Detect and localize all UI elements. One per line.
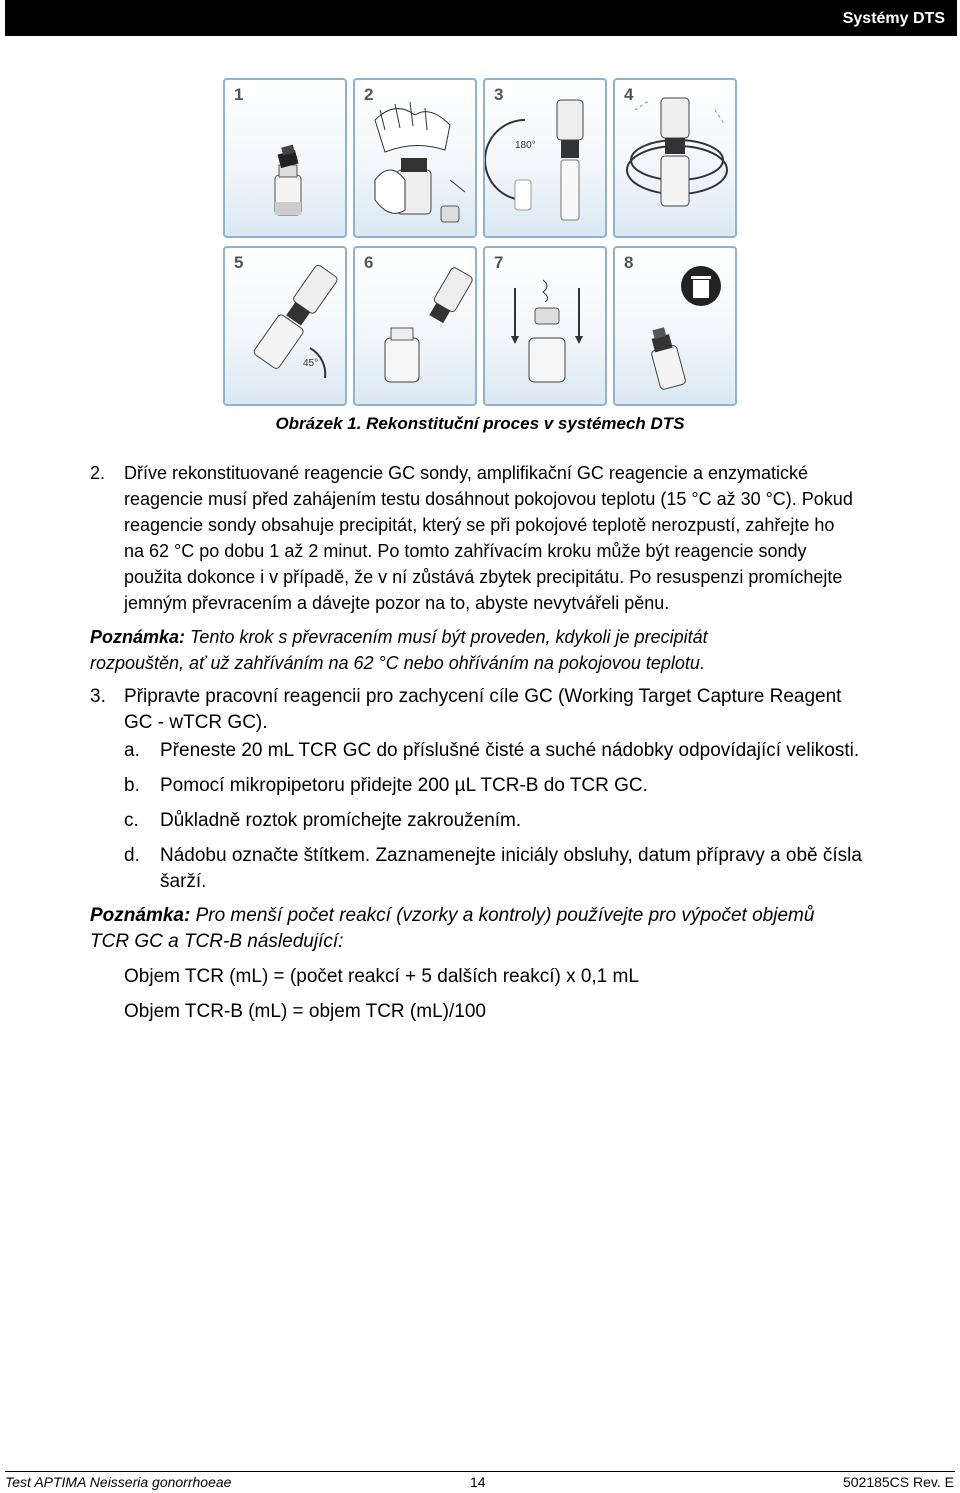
substep-text: Pomocí mikropipetoru přidejte 200 µL TCR-B do TCR GC. bbox=[160, 775, 648, 796]
substep-text: Přeneste 20 mL TCR GC do příslušné čisté a suché nádobky odpovídající velikosti. bbox=[160, 740, 860, 761]
note-1-line-2: rozpouštěn, ať už zahříváním na 62 °C nebo ohříváním na pokojovou teplotu. bbox=[90, 653, 705, 673]
discard-vial-illustration bbox=[615, 248, 739, 408]
formula-tcr-b: Objem TCR-B (mL) = objem TCR (mL)/100 bbox=[124, 1001, 486, 1022]
note-2 bbox=[90, 903, 814, 929]
substep-letter: b. bbox=[124, 775, 140, 796]
note-label: Poznámka: bbox=[90, 905, 191, 926]
swirl-vial-illustration bbox=[615, 80, 739, 240]
panel-6 bbox=[353, 246, 477, 406]
separate-vials-illustration bbox=[355, 248, 479, 408]
vial-with-cap-illustration bbox=[225, 80, 349, 240]
note-text: Tento krok s převracením musí být proveden, kdykoli je precipitát bbox=[185, 627, 708, 647]
step-3-line: Připravte pracovní reagencii pro zachycení cíle GC (Working Target Capture Reagent bbox=[124, 686, 842, 707]
substep-text-cont: šarží. bbox=[160, 871, 207, 892]
substep-text: Důkladně roztok promíchejte zakroužením. bbox=[160, 810, 522, 831]
panel-number: 4 bbox=[624, 85, 634, 104]
substep-letter: c. bbox=[124, 810, 139, 831]
invert-180-illustration bbox=[485, 80, 609, 240]
panel-3 bbox=[483, 78, 607, 238]
panel-number: 6 bbox=[364, 253, 374, 272]
header-bar bbox=[5, 0, 957, 36]
substep-letter: a. bbox=[124, 740, 140, 761]
panel-5 bbox=[223, 246, 347, 406]
page-number: 14 bbox=[470, 1474, 486, 1490]
step-3-line: GC - wTCR GC). bbox=[124, 712, 268, 733]
tilt-45-illustration bbox=[225, 248, 349, 408]
note-2-line-2: TCR GC a TCR-B následující: bbox=[90, 931, 344, 952]
note-text: Pro menší počet reakcí (vzorky a kontroly) používejte pro výpočet objemů bbox=[190, 905, 815, 926]
panel-8 bbox=[613, 246, 737, 406]
header-title: Systémy DTS bbox=[842, 10, 945, 27]
reconstitution-figure bbox=[221, 76, 741, 408]
footer-left: Test APTIMA Neisseria gonorrhoeae bbox=[5, 1474, 232, 1490]
hands-opening-vial-illustration bbox=[355, 80, 479, 240]
substep-text: Nádobu označte štítkem. Zaznamenejte iniciály obsluhy, datum přípravy a obě čísla bbox=[160, 845, 862, 866]
panel-number: 7 bbox=[494, 253, 504, 272]
footer-rule bbox=[5, 1471, 955, 1472]
step-2-number: 2. bbox=[90, 463, 106, 483]
step-2-line: reagencie sondy obsahuje precipitát, který se při pokojové teplotě nerozpustí, zahřejte ho bbox=[124, 515, 835, 535]
step-2-line: Dříve rekonstituované reagencie GC sondy, amplifikační GC reagencie a enzymatické bbox=[124, 463, 808, 483]
step-2-line: použita dokonce i v případě, že v ní zůstává zbytek precipitátu. Po resuspenzi promíchejte bbox=[124, 567, 843, 587]
cap-vial-illustration bbox=[485, 248, 609, 408]
figure-caption: Obrázek 1. Rekonstituční proces v systémech DTS bbox=[275, 414, 685, 433]
angle-180-label: 180° bbox=[515, 140, 536, 151]
angle-45-label: 45° bbox=[303, 358, 319, 369]
panel-number: 3 bbox=[494, 85, 504, 104]
panel-4 bbox=[613, 78, 737, 238]
note-label: Poznámka: bbox=[90, 627, 186, 647]
panel-2 bbox=[353, 78, 477, 238]
step-3-number: 3. bbox=[90, 686, 106, 707]
step-2-line: reagencie musí před zahájením testu dosáhnout pokojovou teplotu (15 °C až 30 °C). Pokud bbox=[124, 489, 853, 509]
panel-7 bbox=[483, 246, 607, 406]
panel-number: 5 bbox=[234, 253, 244, 272]
footer-right: 502185CS Rev. E bbox=[842, 1474, 954, 1490]
panel-1 bbox=[223, 78, 347, 238]
panel-number: 2 bbox=[364, 85, 374, 104]
step-2-line: na 62 °C po dobu 1 až 2 minut. Po tomto zahřívacím kroku může být reagencie sondy bbox=[124, 541, 807, 561]
panel-number: 1 bbox=[234, 85, 244, 104]
substep-letter: d. bbox=[124, 845, 140, 866]
panel-number: 8 bbox=[624, 253, 634, 272]
note-1 bbox=[90, 624, 708, 650]
formula-tcr: Objem TCR (mL) = (počet reakcí + 5 dalších reakcí) x 0,1 mL bbox=[124, 966, 639, 987]
step-2-line: jemným převracením a dávejte pozor na to, abyste nevytvářeli pěnu. bbox=[124, 593, 670, 613]
